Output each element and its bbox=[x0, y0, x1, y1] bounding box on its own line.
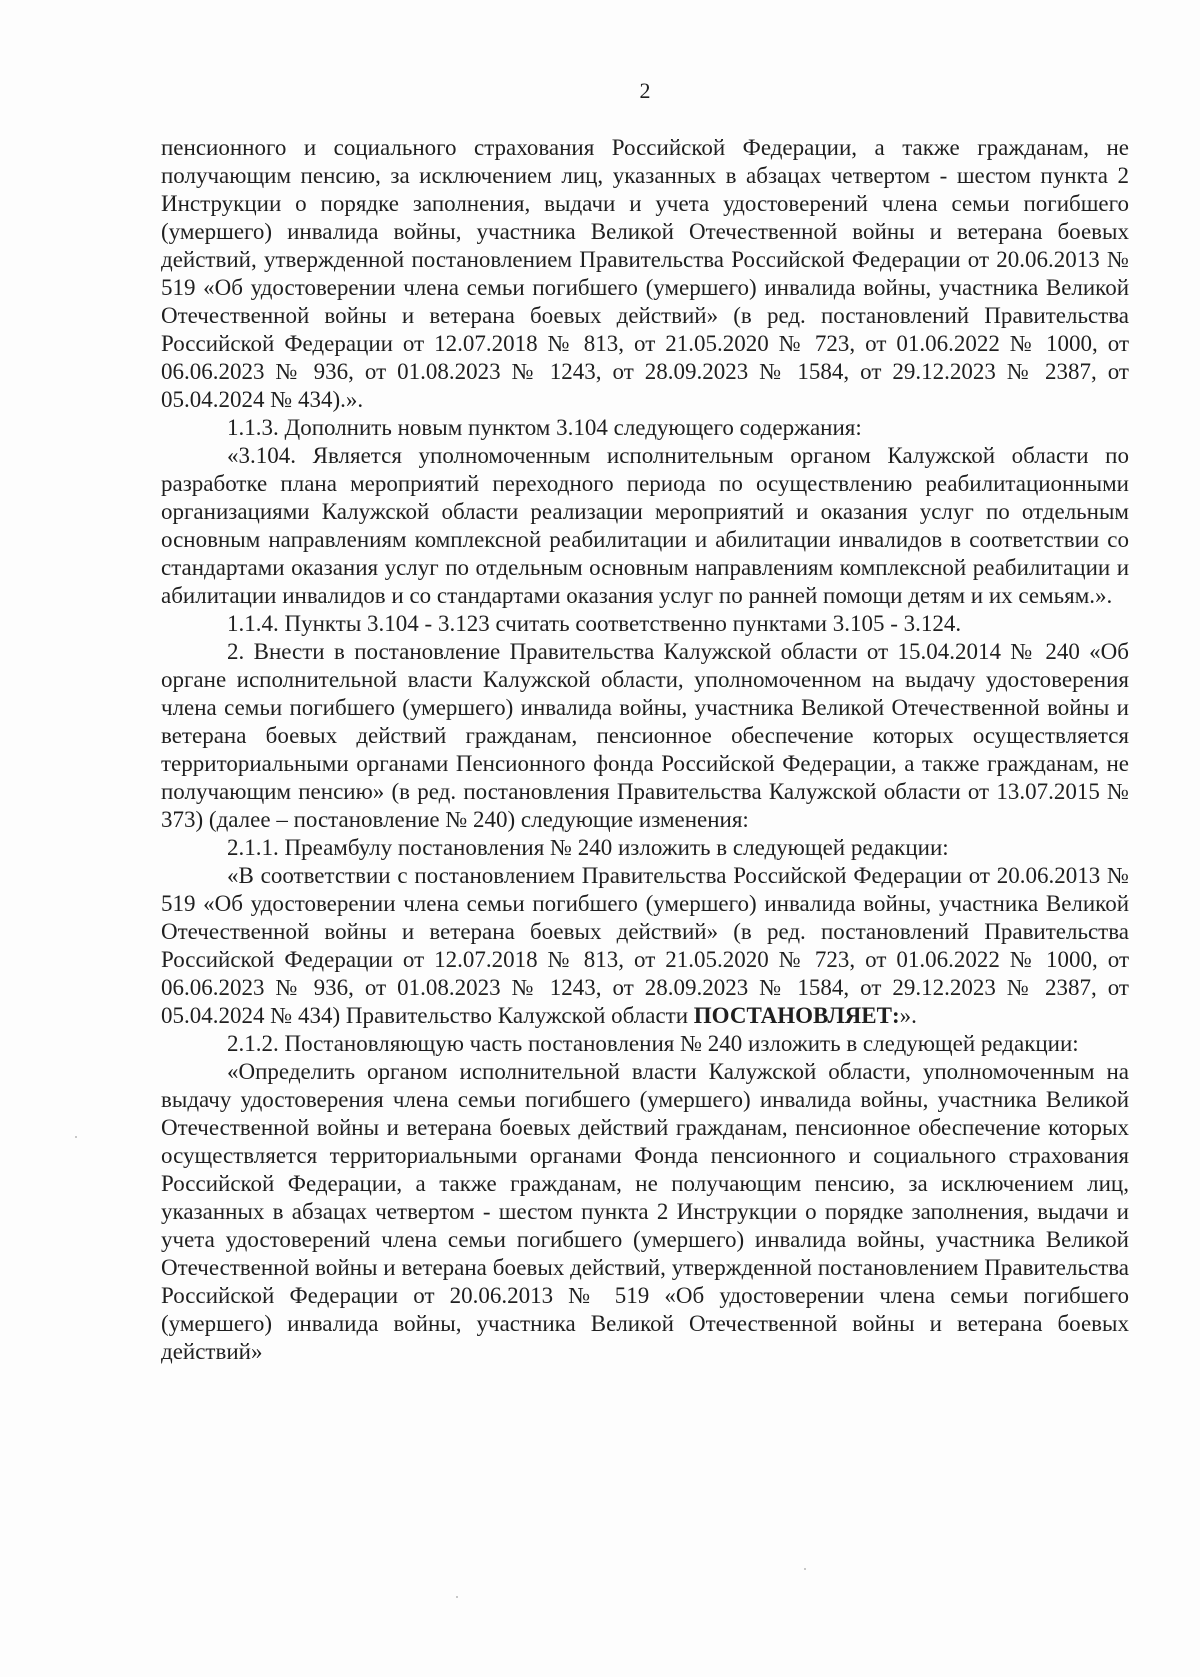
paragraph-continuation: пенсионного и социального страхования Российской Федерации, а также гражданам, не получающим пенсию, за исключением лиц, указанных в абзацах четвертом - шестом пункта 2 Инструкции о порядке заполнения, выдачи и учета удостоверений члена семьи погибшего (умершего) инвалида войны, участника Великой Отечественной войны и ветерана боевых действий, утвержденной постановлением Правительства Российской Федерации от 20.06.2013 № 519 «Об удостоверении члена семьи погибшего (умершего) инвалида войны, участника Великой Отечественной войны и ветерана боевых действий» (в ред. постановлений Правительства Российской Федерации от 12.07.2018 № 813, от 21.05.2020 № 723, от 01.06.2022 № 1000, от 06.06.2023 № 936, от 01.08.2023 № 1243, от 28.09.2023 № 1584, от 29.12.2023 № 2387, от 05.04.2024 № 434).». bbox=[161, 135, 1129, 412]
paragraph-item-2-1-2: 2.1.2. Постановляющую часть постановления № 240 изложить в следующей редакции: bbox=[227, 1031, 1079, 1056]
document-body bbox=[161, 134, 1129, 1366]
scan-speck bbox=[804, 1568, 806, 1570]
scan-speck bbox=[456, 1596, 458, 1598]
paragraph-quote-3-104: «3.104. Является уполномоченным исполнительным органом Калужской области по разработке плана мероприятий переходного периода по осуществлению реабилитационными организациями Калужской области реализации мероприятий и оказания услуг по отдельным основным направлениям комплексной реабилитации и абилитации инвалидов в соответствии со стандартами оказания услуг по отдельным основным направлениям комплексной реабилитации и абилитации инвалидов и со стандартами оказания услуг по ранней помощи детям и их семьям.». bbox=[161, 443, 1129, 608]
scan-speck bbox=[75, 1136, 77, 1138]
paragraph-operative-quote: «Определить органом исполнительной власти Калужской области, уполномоченным на выдачу удостоверения члена семьи погибшего (умершего) инвалида войны, участника Великой Отечественной войны и ветерана боевых действий гражданам, пенсионное обеспечение которых осуществляется территориальными органами Фонда пенсионного и социального страхования Российской Федерации, а также гражданам, не получающим пенсию, за исключением лиц, указанных в абзацах четвертом - шестом пункта 2 Инструкции о порядке заполнения, выдачи и учета удостоверений члена семьи погибшего (умершего) инвалида войны, участника Великой Отечественной войны и ветерана боевых действий, утвержденной постановлением Правительства Российской Федерации от 20.06.2013 № 519 «Об удостоверении члена семьи погибшего (умершего) инвалида войны, участника Великой Отечественной войны и ветерана боевых действий» bbox=[161, 1059, 1129, 1364]
paragraph-item-2: 2. Внести в постановление Правительства Калужской области от 15.04.2014 № 240 «Об органе исполнительной власти Калужской области, уполномоченном на выдачу удостоверения члена семьи погибшего (умершего) инвалида войны, участника Великой Отечественной войны и ветерана боевых действий гражданам, пенсионное обеспечение которых осуществляется территориальными органами Пенсионного фонда Российской Федерации, а также гражданам, не получающим пенсию» (в ред. постановления Правительства Калужской области от 13.07.2015 № 373) (далее – постановление № 240) следующие изменения: bbox=[161, 639, 1129, 832]
preamble-bold-word: ПОСТАНОВЛЯЕТ: bbox=[693, 1003, 900, 1028]
page-number: 2 bbox=[639, 78, 651, 103]
paragraph-item-1-1-3: 1.1.3. Дополнить новым пунктом 3.104 следующего содержания: bbox=[227, 415, 862, 440]
paragraph-item-2-1-1: 2.1.1. Преамбулу постановления № 240 изложить в следующей редакции: bbox=[227, 835, 949, 860]
paragraph-preamble-quote bbox=[161, 862, 1129, 1030]
preamble-text: «В соответствии с постановлением Правительства Российской Федерации от 20.06.2013 № 519 «Об удостоверении члена семьи погибшего (умершего) инвалида войны, участника Великой Отечественной войны и ветерана боевых действий» (в ред. постановлений Правительства Российской Федерации от 12.07.2018 № 813, от 21.05.2020 № 723, от 01.06.2022 № 1000, от 06.06.2023 № 936, от 01.08.2023 № 1243, от 28.09.2023 № 1584, от 29.12.2023 № 2387, от 05.04.2024 № 434) Правительство Калужской области bbox=[161, 863, 1129, 1028]
paragraph-item-1-1-4: 1.1.4. Пункты 3.104 - 3.123 считать соответственно пунктами 3.105 - 3.124. bbox=[227, 611, 962, 636]
preamble-tail: ». bbox=[899, 1003, 917, 1028]
